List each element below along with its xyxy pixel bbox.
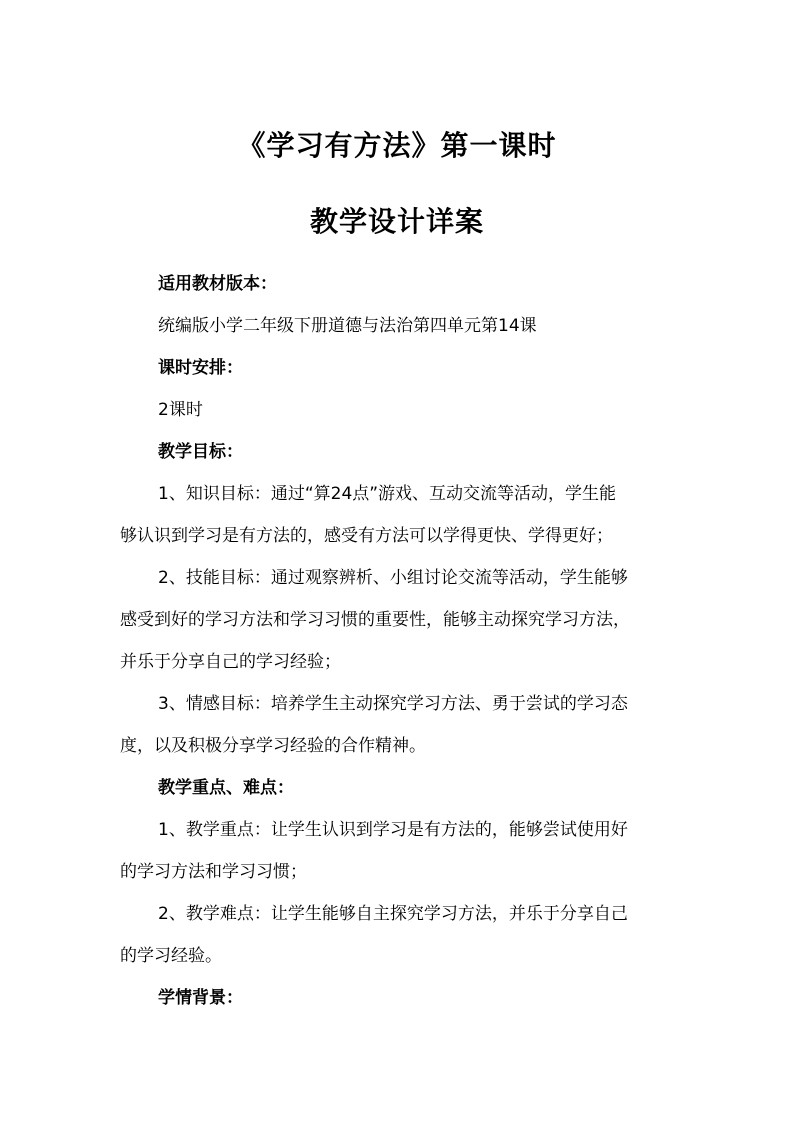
objective-1-line-1: 1、知识目标：通过“算24点”游戏、互动交流等活动，学生能 bbox=[158, 484, 617, 504]
objectives-heading: 教学目标： bbox=[158, 442, 243, 462]
document-title: 《学习有方法》第一课时 bbox=[237, 129, 557, 162]
keypoint-1-line-1: 1、教学重点：让学生认识到学习是有方法的，能够尝试使用好 bbox=[158, 820, 628, 840]
objective-2-line-2: 感受到好的学习方法和学习习惯的重要性，能够主动探究学习方法， bbox=[120, 610, 630, 630]
objective-2-line-3: 并乐于分享自己的学习经验； bbox=[120, 652, 341, 672]
textbook-heading: 适用教材版本： bbox=[158, 274, 277, 294]
schedule-value: 2课时 bbox=[158, 400, 203, 420]
textbook-value: 统编版小学二年级下册道德与法治第四单元第14课 bbox=[158, 316, 537, 336]
objective-2-line-1: 2、技能目标：通过观察辨析、小组讨论交流等活动，学生能够 bbox=[158, 568, 628, 588]
objective-3-line-1: 3、情感目标：培养学生主动探究学习方法、勇于尝试的学习态 bbox=[158, 694, 628, 714]
document-subtitle: 教学设计详案 bbox=[309, 205, 484, 238]
keypoint-2-line-1: 2、教学难点：让学生能够自主探究学习方法，并乐于分享自己 bbox=[158, 904, 628, 924]
keypoints-heading: 教学重点、难点： bbox=[158, 778, 294, 798]
background-heading: 学情背景： bbox=[158, 988, 243, 1008]
objective-3-line-2: 度，以及积极分享学习经验的合作精神。 bbox=[120, 736, 426, 756]
schedule-heading: 课时安排： bbox=[158, 358, 243, 378]
keypoint-2-line-2: 的学习经验。 bbox=[120, 946, 222, 966]
objective-1-line-2: 够认识到学习是有方法的，感受有方法可以学得更快、学得更好； bbox=[120, 526, 613, 546]
keypoint-1-line-2: 的学习方法和学习习惯； bbox=[120, 862, 307, 882]
